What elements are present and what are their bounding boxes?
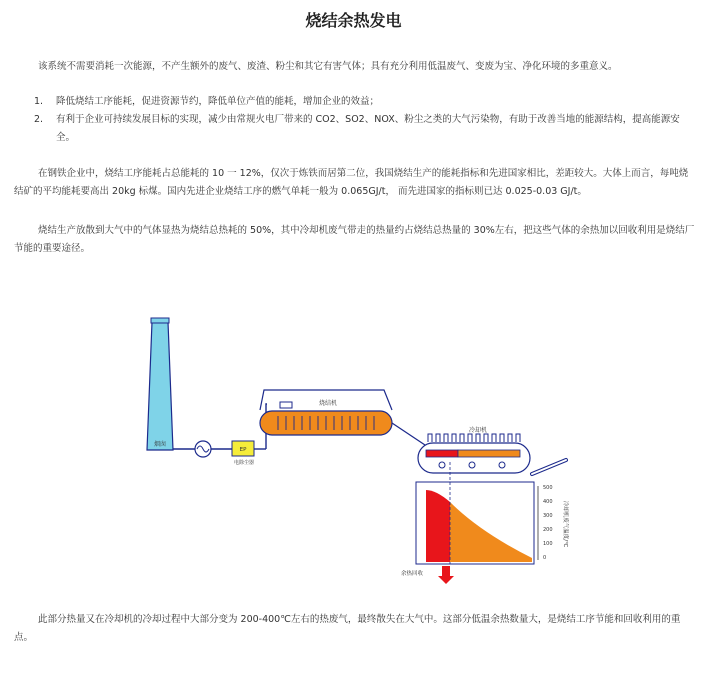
list-item: [14, 93, 696, 111]
waste-heat-diagram: [140, 312, 580, 592]
cooler-warm-zone: [458, 450, 520, 457]
temperature-axis-label: 冷却机废气温度/℃: [562, 500, 568, 548]
axis-tick: 100: [543, 541, 553, 547]
chimney-cap: [151, 318, 169, 323]
list-number: 2.: [34, 114, 44, 125]
energy-consumption-paragraph: 在钢铁企业中，烧结工序能耗占总能耗的 10 一 12%，仅次于炼铁而居第二位，我国烧结生产的能耗指标和先进国家相比，差距较大。大体上而言，每吨烧结矿的平均能耗要高出 20kg 标煤。国内先进企业烧结工序的燃气单耗一般为 0.065GJ/t， 而先进国家的指标则已达 0.025-0.03 GJ/t。: [14, 168, 689, 197]
hot-exhaust-area: [426, 490, 450, 562]
chimney-label: 烟囱: [153, 441, 167, 448]
precipitator-label: 电除尘器: [233, 460, 255, 466]
axis-tick: 0: [543, 555, 547, 561]
list-text: 有利于企业可持续发展目标的实现，减少由常规火电厂带来的 CO2、SO2、NOX、粉尘之类的大气污染物，有助于改善当地的能源结构，提高能源安全。: [56, 114, 680, 143]
axis-tick: 500: [543, 485, 553, 491]
benefit-list: [14, 93, 696, 147]
waste-heat-paragraph: 烧结生产放散到大气中的气体显热为烧结总热耗的 50%，其中冷却机废气带走的热量约占烧结总热量的 30%左右，把这些气体的余热加以回收利用是烧结厂节能的重要途径。: [14, 225, 695, 254]
cooler-label: 冷却机: [468, 427, 488, 434]
temperature-axis: [538, 485, 570, 561]
intro-paragraph: 该系统不需要消耗一次能源，不产生额外的废气、废渣、粉尘和其它有害气体；具有充分利用低温废气、变废为宝、净化环境的多重意义。: [38, 61, 618, 72]
recovery-arrow-shaft: [442, 566, 450, 576]
axis-tick: 200: [543, 527, 553, 533]
sinter-feeder: [280, 402, 292, 408]
axis-tick: 300: [543, 513, 553, 519]
cooler-fins: [428, 434, 520, 442]
precipitator-box-label: EP: [239, 447, 247, 453]
waste-heat-recovery-label: 余热回收: [400, 571, 424, 577]
list-item: [14, 111, 696, 147]
chimney: [147, 322, 173, 450]
recovery-arrow-icon: [438, 576, 454, 584]
list-text: 降低烧结工序能耗，促进资源节约，降低单位产值的能耗，增加企业的效益；: [56, 96, 380, 107]
sinter-machine-label: 烧结机: [318, 400, 338, 407]
page-title: 烧结余热发电: [305, 11, 402, 30]
cooler-hot-zone: [426, 450, 458, 457]
cooler-body: [418, 443, 530, 473]
list-number: 1.: [34, 96, 44, 107]
low-temp-heat-paragraph: 此部分热量又在冷却机的冷却过程中大部分变为 200-400℃左右的热废气，最终散失在大气中。这部分低温余热数量大，是烧结工序节能和回收利用的重点。: [14, 614, 681, 643]
axis-tick: 400: [543, 499, 553, 505]
